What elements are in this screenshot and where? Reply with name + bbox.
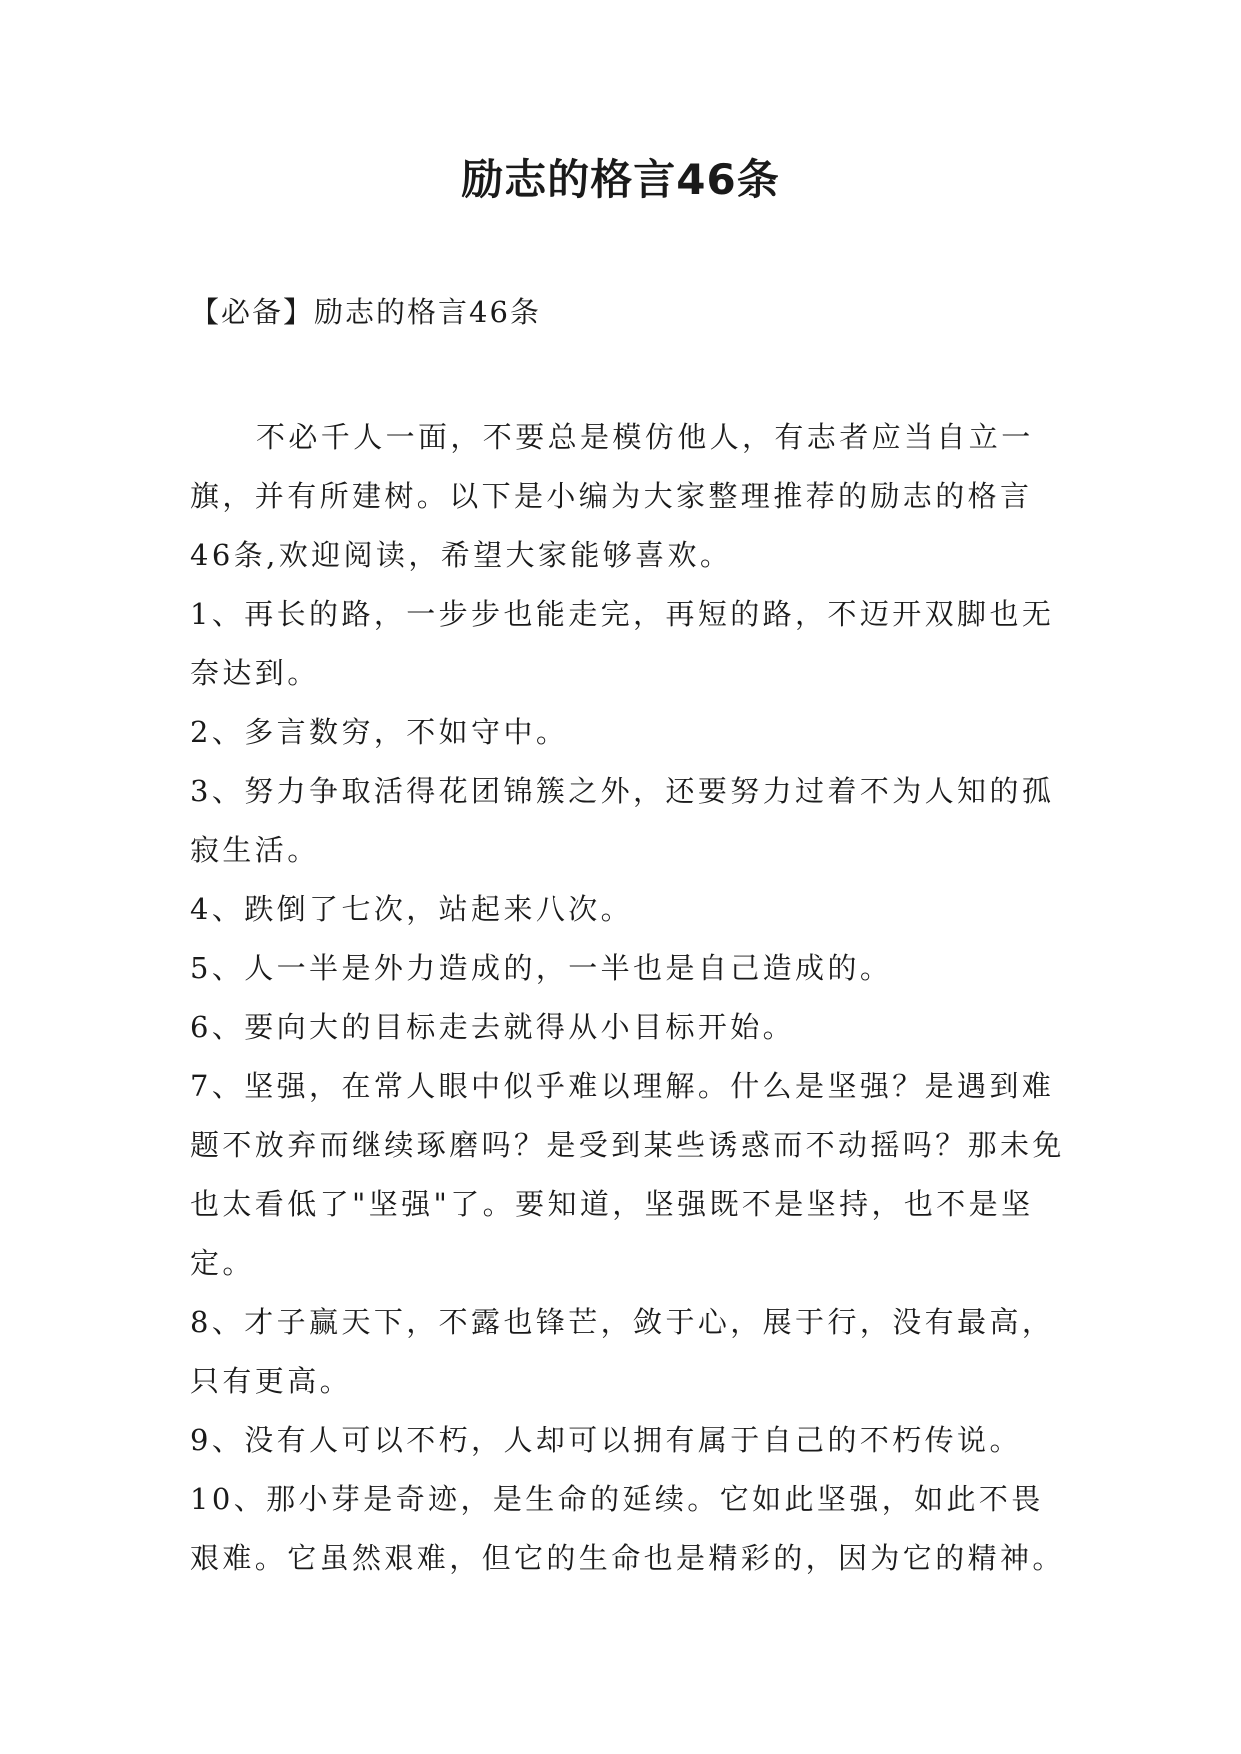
quote-item-1: 1、再长的路，一步步也能走完，再短的路，不迈开双脚也无奈达到。 [190,597,1055,690]
quote-item-9: 9、没有人可以不朽，人却可以拥有属于自己的不朽传说。 [190,1423,1022,1457]
document-body [190,408,1070,1588]
quote-item-6: 6、要向大的目标走去就得从小目标开始。 [190,1010,796,1044]
quote-item-8: 8、才子赢天下，不露也锋芒，敛于心，展于行，没有最高，只有更高。 [190,1305,1055,1398]
quote-item-3: 3、努力争取活得花团锦簇之外，还要努力过着不为人知的孤寂生活。 [190,774,1055,867]
document-subtitle: 【必备】励志的格言46条 [190,295,541,329]
quote-item-7: 7、坚强，在常人眼中似乎难以理解。什么是坚强？是遇到难题不放弃而继续琢磨吗？是受到某些诱惑而不动摇吗？那未免也太看低了"坚强"了。要知道，坚强既不是坚持，也不是坚定。 [190,1069,1065,1280]
quote-item-4: 4、跌倒了七次，站起来八次。 [190,892,634,926]
document-title: 励志的格言46条 [461,155,780,204]
quote-item-10: 10、那小芽是奇迹，是生命的延续。它如此坚强，如此不畏艰难。它虽然艰难，但它的生命也是精彩的，因为它的精神。 [190,1482,1065,1575]
intro-paragraph: 不必千人一面，不要总是模仿他人，有志者应当自立一旗，并有所建树。以下是小编为大家整理推荐的励志的格言46条,欢迎阅读，希望大家能够喜欢。 [190,420,1034,572]
quote-item-5: 5、人一半是外力造成的，一半也是自己造成的。 [190,951,893,985]
quote-item-2: 2、多言数穷，不如守中。 [190,715,569,749]
